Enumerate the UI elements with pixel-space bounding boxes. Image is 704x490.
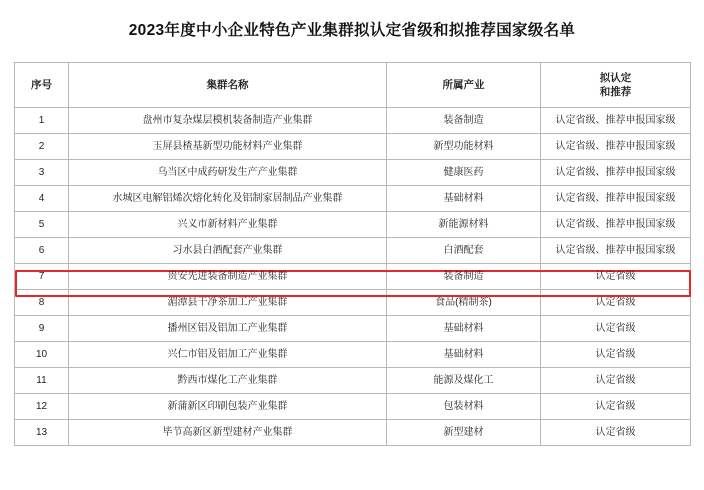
table-row — [15, 394, 691, 420]
table-row — [15, 160, 691, 186]
cell-recommendation: 认定省级 — [541, 368, 691, 394]
cell-name: 新蒲新区印刷包装产业集群 — [69, 394, 387, 420]
cell-industry: 能源及煤化工 — [387, 368, 541, 394]
cell-name: 玉屏县楂基新型功能材料产业集群 — [69, 134, 387, 160]
cell-recommendation: 认定省级 — [541, 394, 691, 420]
cell-recommendation: 认定省级、推荐申报国家级 — [541, 134, 691, 160]
cell-index: 2 — [15, 134, 69, 160]
document-page — [0, 20, 704, 490]
cell-industry: 白酒配套 — [387, 238, 541, 264]
cell-name: 播州区铝及铝加工产业集群 — [69, 316, 387, 342]
table-row — [15, 342, 691, 368]
table-row — [15, 420, 691, 446]
column-header-name: 集群名称 — [69, 63, 387, 108]
table-body — [15, 108, 691, 446]
cell-name: 盘州市复杂煤层模机装备制造产业集群 — [69, 108, 387, 134]
cell-industry: 包装材料 — [387, 394, 541, 420]
column-header-index: 序号 — [15, 63, 69, 108]
table-row — [15, 108, 691, 134]
cell-name: 兴仁市铝及铝加工产业集群 — [69, 342, 387, 368]
cell-industry: 装备制造 — [387, 108, 541, 134]
cell-recommendation: 认定省级、推荐申报国家级 — [541, 212, 691, 238]
cell-name: 水城区电解铝烯次熔化转化及铝制家居制品产业集群 — [69, 186, 387, 212]
cell-index: 1 — [15, 108, 69, 134]
cell-recommendation: 认定省级 — [541, 420, 691, 446]
column-header-recommendation-line1: 拟认定 — [599, 72, 632, 84]
table-header — [15, 63, 691, 108]
cell-recommendation: 认定省级、推荐申报国家级 — [541, 160, 691, 186]
cell-recommendation: 认定省级 — [541, 342, 691, 368]
table-row — [15, 290, 691, 316]
cell-name: 贵安先进装备制造产业集群 — [69, 264, 387, 290]
cell-industry: 新型建材 — [387, 420, 541, 446]
cell-recommendation: 认定省级、推荐申报国家级 — [541, 108, 691, 134]
table-row — [15, 316, 691, 342]
table-container — [14, 62, 690, 446]
cell-index: 3 — [15, 160, 69, 186]
cell-index: 13 — [15, 420, 69, 446]
cell-index: 8 — [15, 290, 69, 316]
cell-name: 黔西市煤化工产业集群 — [69, 368, 387, 394]
cell-recommendation: 认定省级 — [541, 316, 691, 342]
cell-index: 11 — [15, 368, 69, 394]
cell-industry: 新型功能材料 — [387, 134, 541, 160]
cell-recommendation: 认定省级 — [541, 290, 691, 316]
cell-index: 9 — [15, 316, 69, 342]
cell-recommendation: 认定省级、推荐申报国家级 — [541, 238, 691, 264]
cell-name: 兴义市新材料产业集群 — [69, 212, 387, 238]
cell-industry: 装备制造 — [387, 264, 541, 290]
cell-industry: 新能源材料 — [387, 212, 541, 238]
table-row — [15, 134, 691, 160]
page-title: 2023年度中小企业特色产业集群拟认定省级和拟推荐国家级名单 — [128, 22, 576, 39]
column-header-recommendation-line2: 和推荐 — [599, 86, 632, 98]
cell-recommendation: 认定省级 — [541, 264, 691, 290]
cell-industry: 基础材料 — [387, 342, 541, 368]
column-header-recommendation — [541, 63, 691, 108]
cell-index: 10 — [15, 342, 69, 368]
cell-recommendation: 认定省级、推荐申报国家级 — [541, 186, 691, 212]
column-header-industry: 所属产业 — [387, 63, 541, 108]
cell-industry: 健康医药 — [387, 160, 541, 186]
table-row — [15, 368, 691, 394]
cluster-list-table — [14, 62, 691, 446]
cell-name: 习水县白酒配套产业集群 — [69, 238, 387, 264]
cell-industry: 基础材料 — [387, 316, 541, 342]
cell-index: 5 — [15, 212, 69, 238]
cell-index: 4 — [15, 186, 69, 212]
cell-industry: 食品(精制茶) — [387, 290, 541, 316]
table-header-row — [15, 63, 691, 108]
cell-index: 12 — [15, 394, 69, 420]
table-row-highlighted — [15, 264, 691, 290]
cell-name: 乌当区中成药研发生产产业集群 — [69, 160, 387, 186]
table-row — [15, 212, 691, 238]
cell-name: 毕节高新区新型建材产业集群 — [69, 420, 387, 446]
cell-index: 7 — [15, 264, 69, 290]
cell-industry: 基础材料 — [387, 186, 541, 212]
cell-index: 6 — [15, 238, 69, 264]
table-row — [15, 238, 691, 264]
cell-name: 湄潭县干净茶加工产业集群 — [69, 290, 387, 316]
table-row — [15, 186, 691, 212]
